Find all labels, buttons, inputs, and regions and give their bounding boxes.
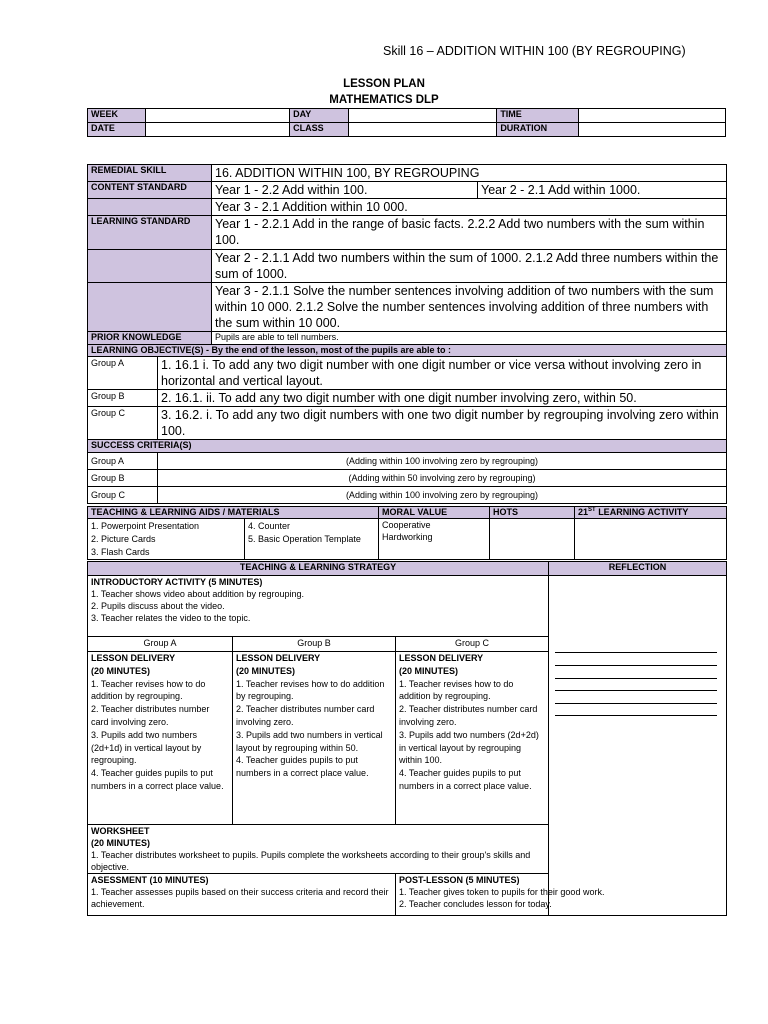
success-group-c-label: Group C: [88, 487, 158, 504]
day-label: DAY: [290, 109, 349, 123]
content-standard-year2: Year 2 - 2.1 Add within 1000.: [478, 182, 727, 199]
success-group-b: (Adding within 50 involving zero by regrouping): [158, 470, 727, 487]
success-group-b-label: Group B: [88, 470, 158, 487]
aid-item: 5. Basic Operation Template: [248, 534, 361, 544]
delivery-time: (20 MINUTES): [399, 665, 459, 676]
date-field[interactable]: [146, 123, 290, 137]
learning-standard-label: LEARNING STANDARD: [88, 216, 212, 250]
post-lesson-section: [396, 874, 727, 916]
reflection-line: [555, 678, 717, 679]
group-b-header: Group B: [233, 637, 396, 652]
aid-item: 1. Powerpoint Presentation: [91, 521, 200, 531]
objective-group-c-label: Group C: [88, 407, 158, 440]
aid-item: 3. Flash Cards: [91, 547, 150, 557]
delivery-step: 1. Teacher revises how to do addition by regrouping.: [399, 678, 514, 702]
assessment-text: 1. Teacher assesses pupils based on their success criteria and record their achievement.: [91, 887, 389, 909]
time-field[interactable]: [578, 109, 725, 123]
group-a-delivery: [88, 652, 233, 825]
group-c-header: Group C: [396, 637, 549, 652]
delivery-title: LESSON DELIVERY: [91, 653, 176, 663]
introductory-activity: [88, 576, 549, 637]
assessment-section: [88, 874, 396, 916]
duration-label: DURATION: [497, 123, 579, 137]
group-b-delivery: [233, 652, 396, 825]
aids-label: TEACHING & LEARNING AIDS / MATERIALS: [88, 507, 379, 519]
c21-activity-value: [575, 519, 727, 560]
learning-standard-year1: Year 1 - 2.2.1 Add in the range of basic facts. 2.2.2 Add two numbers with the sum within 100.: [212, 216, 727, 250]
time-label: TIME: [497, 109, 579, 123]
delivery-step: 3. Pupils add two numbers (2d+1d) in vertical layout by regrouping.: [91, 729, 202, 766]
remedial-skill-value: 16. ADDITION WITHIN 100, BY REGROUPING: [212, 165, 727, 182]
plan-title: LESSON PLAN: [343, 78, 425, 90]
worksheet-time: (20 MINUTES): [91, 838, 151, 848]
delivery-step: 2. Teacher distributes number card involving zero.: [91, 704, 210, 727]
day-field[interactable]: [349, 109, 497, 123]
info-table: [87, 108, 726, 137]
worksheet-title: WORKSHEET: [91, 826, 150, 836]
learning-standard-year3: Year 3 - 2.1.1 Solve the number sentences involving addition of two numbers with the sum within 10 000. 2.1.2 Solve the number sentences involving addition of three numbers with the sum within 10 000.: [212, 283, 727, 332]
delivery-step: 1. Teacher revises how to do addition by regrouping.: [236, 678, 385, 702]
intro-title: INTRODUCTORY ACTIVITY (5 MINUTES): [91, 577, 263, 587]
prior-knowledge-label: PRIOR KNOWLEDGE: [88, 332, 212, 345]
strategy-label: TEACHING & LEARNING STRATEGY: [88, 562, 549, 576]
delivery-title: LESSON DELIVERY: [236, 653, 321, 663]
objective-group-b: 2. 16.1. ii. To add any two digit number with one digit number involving zero, within 50.: [158, 390, 727, 407]
success-group-a-label: Group A: [88, 453, 158, 470]
group-c-delivery: [396, 652, 549, 825]
group-a-header: Group A: [88, 637, 233, 652]
delivery-step: 3. Pupils add two numbers (2d+2d) in vertical layout by regrouping within 100.: [399, 729, 539, 766]
assessment-title: ASESSMENT (10 MINUTES): [91, 875, 209, 885]
reflection-label: REFLECTION: [549, 562, 727, 576]
reflection-line: [555, 703, 717, 704]
week-field[interactable]: [146, 109, 290, 123]
skill-title: Skill 16 – ADDITION WITHIN 100 (BY REGROUPING): [383, 44, 686, 58]
strategy-table: [87, 561, 727, 916]
moral-values: [379, 519, 490, 560]
intro-item: 1. Teacher shows video about addition by regrouping.: [91, 589, 304, 599]
post-lesson-title: POST-LESSON (5 MINUTES): [399, 875, 520, 885]
reflection-line: [555, 665, 717, 666]
week-label: WEEK: [88, 109, 146, 123]
class-label: CLASS: [290, 123, 349, 137]
delivery-step: 3. Pupils add two numbers in vertical layout by regrouping within 50.: [236, 729, 383, 753]
learning-standard-year2: Year 2 - 2.1.1 Add two numbers within the sum of 1000. 2.1.2 Add three numbers within the sum of 1000.: [212, 250, 727, 283]
worksheet-text: 1. Teacher distributes worksheet to pupils. Pupils complete the worksheets according to their group's skills and objective.: [91, 850, 531, 872]
success-criteria-label: SUCCESS CRITERIA(S): [88, 440, 727, 453]
reflection-line: [555, 715, 717, 716]
reflection-area: [549, 576, 727, 916]
hots-label: HOTS: [490, 507, 575, 519]
learning-objectives-label: LEARNING OBJECTIVE(S) - By the end of the lesson, most of the pupils are able to :: [88, 345, 727, 357]
delivery-step: 4. Teacher guides pupils to put numbers in a correct place value.: [236, 755, 369, 779]
remedial-skill-label: REMEDIAL SKILL: [88, 165, 212, 182]
moral-item: Hardworking: [382, 532, 433, 542]
delivery-step: 2. Teacher distributes number card involving zero.: [399, 704, 538, 727]
standards-table: [87, 164, 727, 504]
delivery-time: (20 MINUTES): [91, 665, 151, 676]
intro-item: 2. Pupils discuss about the video.: [91, 601, 225, 611]
objective-group-b-label: Group B: [88, 390, 158, 407]
aids-list-2: [245, 519, 379, 560]
post-lesson-item: 2. Teacher concludes lesson for today.: [399, 899, 552, 909]
content-standard-year3: Year 3 - 2.1 Addition within 10 000.: [212, 199, 727, 216]
content-standard-label: CONTENT STANDARD: [88, 182, 212, 199]
delivery-title: LESSON DELIVERY: [399, 653, 484, 663]
success-group-c: (Adding within 100 involving zero by regrouping): [158, 487, 727, 504]
objective-group-c: 3. 16.2. i. To add any two digit numbers with one two digit number by regrouping involving zero within 100.: [158, 407, 727, 440]
reflection-line: [555, 690, 717, 691]
moral-value-label: MORAL VALUE: [379, 507, 490, 519]
date-label: DATE: [88, 123, 146, 137]
worksheet-section: [88, 825, 549, 874]
plan-subtitle: MATHEMATICS DLP: [329, 94, 439, 106]
delivery-step: 2. Teacher distributes number card involving zero.: [236, 704, 375, 727]
moral-item: Cooperative: [382, 520, 431, 530]
delivery-step: 4. Teacher guides pupils to put numbers in a correct place value.: [399, 768, 532, 791]
prior-knowledge-value: Pupils are able to tell numbers.: [212, 332, 727, 345]
success-group-a: (Adding within 100 involving zero by regrouping): [158, 453, 727, 470]
objective-group-a-label: Group A: [88, 357, 158, 390]
aid-item: 4. Counter: [248, 521, 291, 531]
class-field[interactable]: [349, 123, 497, 137]
duration-field[interactable]: [578, 123, 725, 137]
post-lesson-item: 1. Teacher gives token to pupils for their good work.: [399, 887, 605, 897]
hots-value: [490, 519, 575, 560]
intro-item: 3. Teacher relates the video to the topic.: [91, 613, 251, 623]
delivery-step: 4. Teacher guides pupils to put numbers in a correct place value.: [91, 768, 224, 791]
content-standard-year1: Year 1 - 2.2 Add within 100.: [212, 182, 478, 199]
c21-activity-label: 21ST LEARNING ACTIVITY: [575, 507, 727, 519]
reflection-line: [555, 652, 717, 653]
aids-table: [87, 506, 727, 560]
objective-group-a: 1. 16.1 i. To add any two digit number with one digit number or vice versa without involving zero in horizontal and vertical layout.: [158, 357, 727, 390]
aids-list-1: [88, 519, 245, 560]
aid-item: 2. Picture Cards: [91, 534, 156, 544]
delivery-step: 1. Teacher revises how to do addition by regrouping.: [91, 678, 206, 702]
delivery-time: (20 MINUTES): [236, 665, 296, 676]
